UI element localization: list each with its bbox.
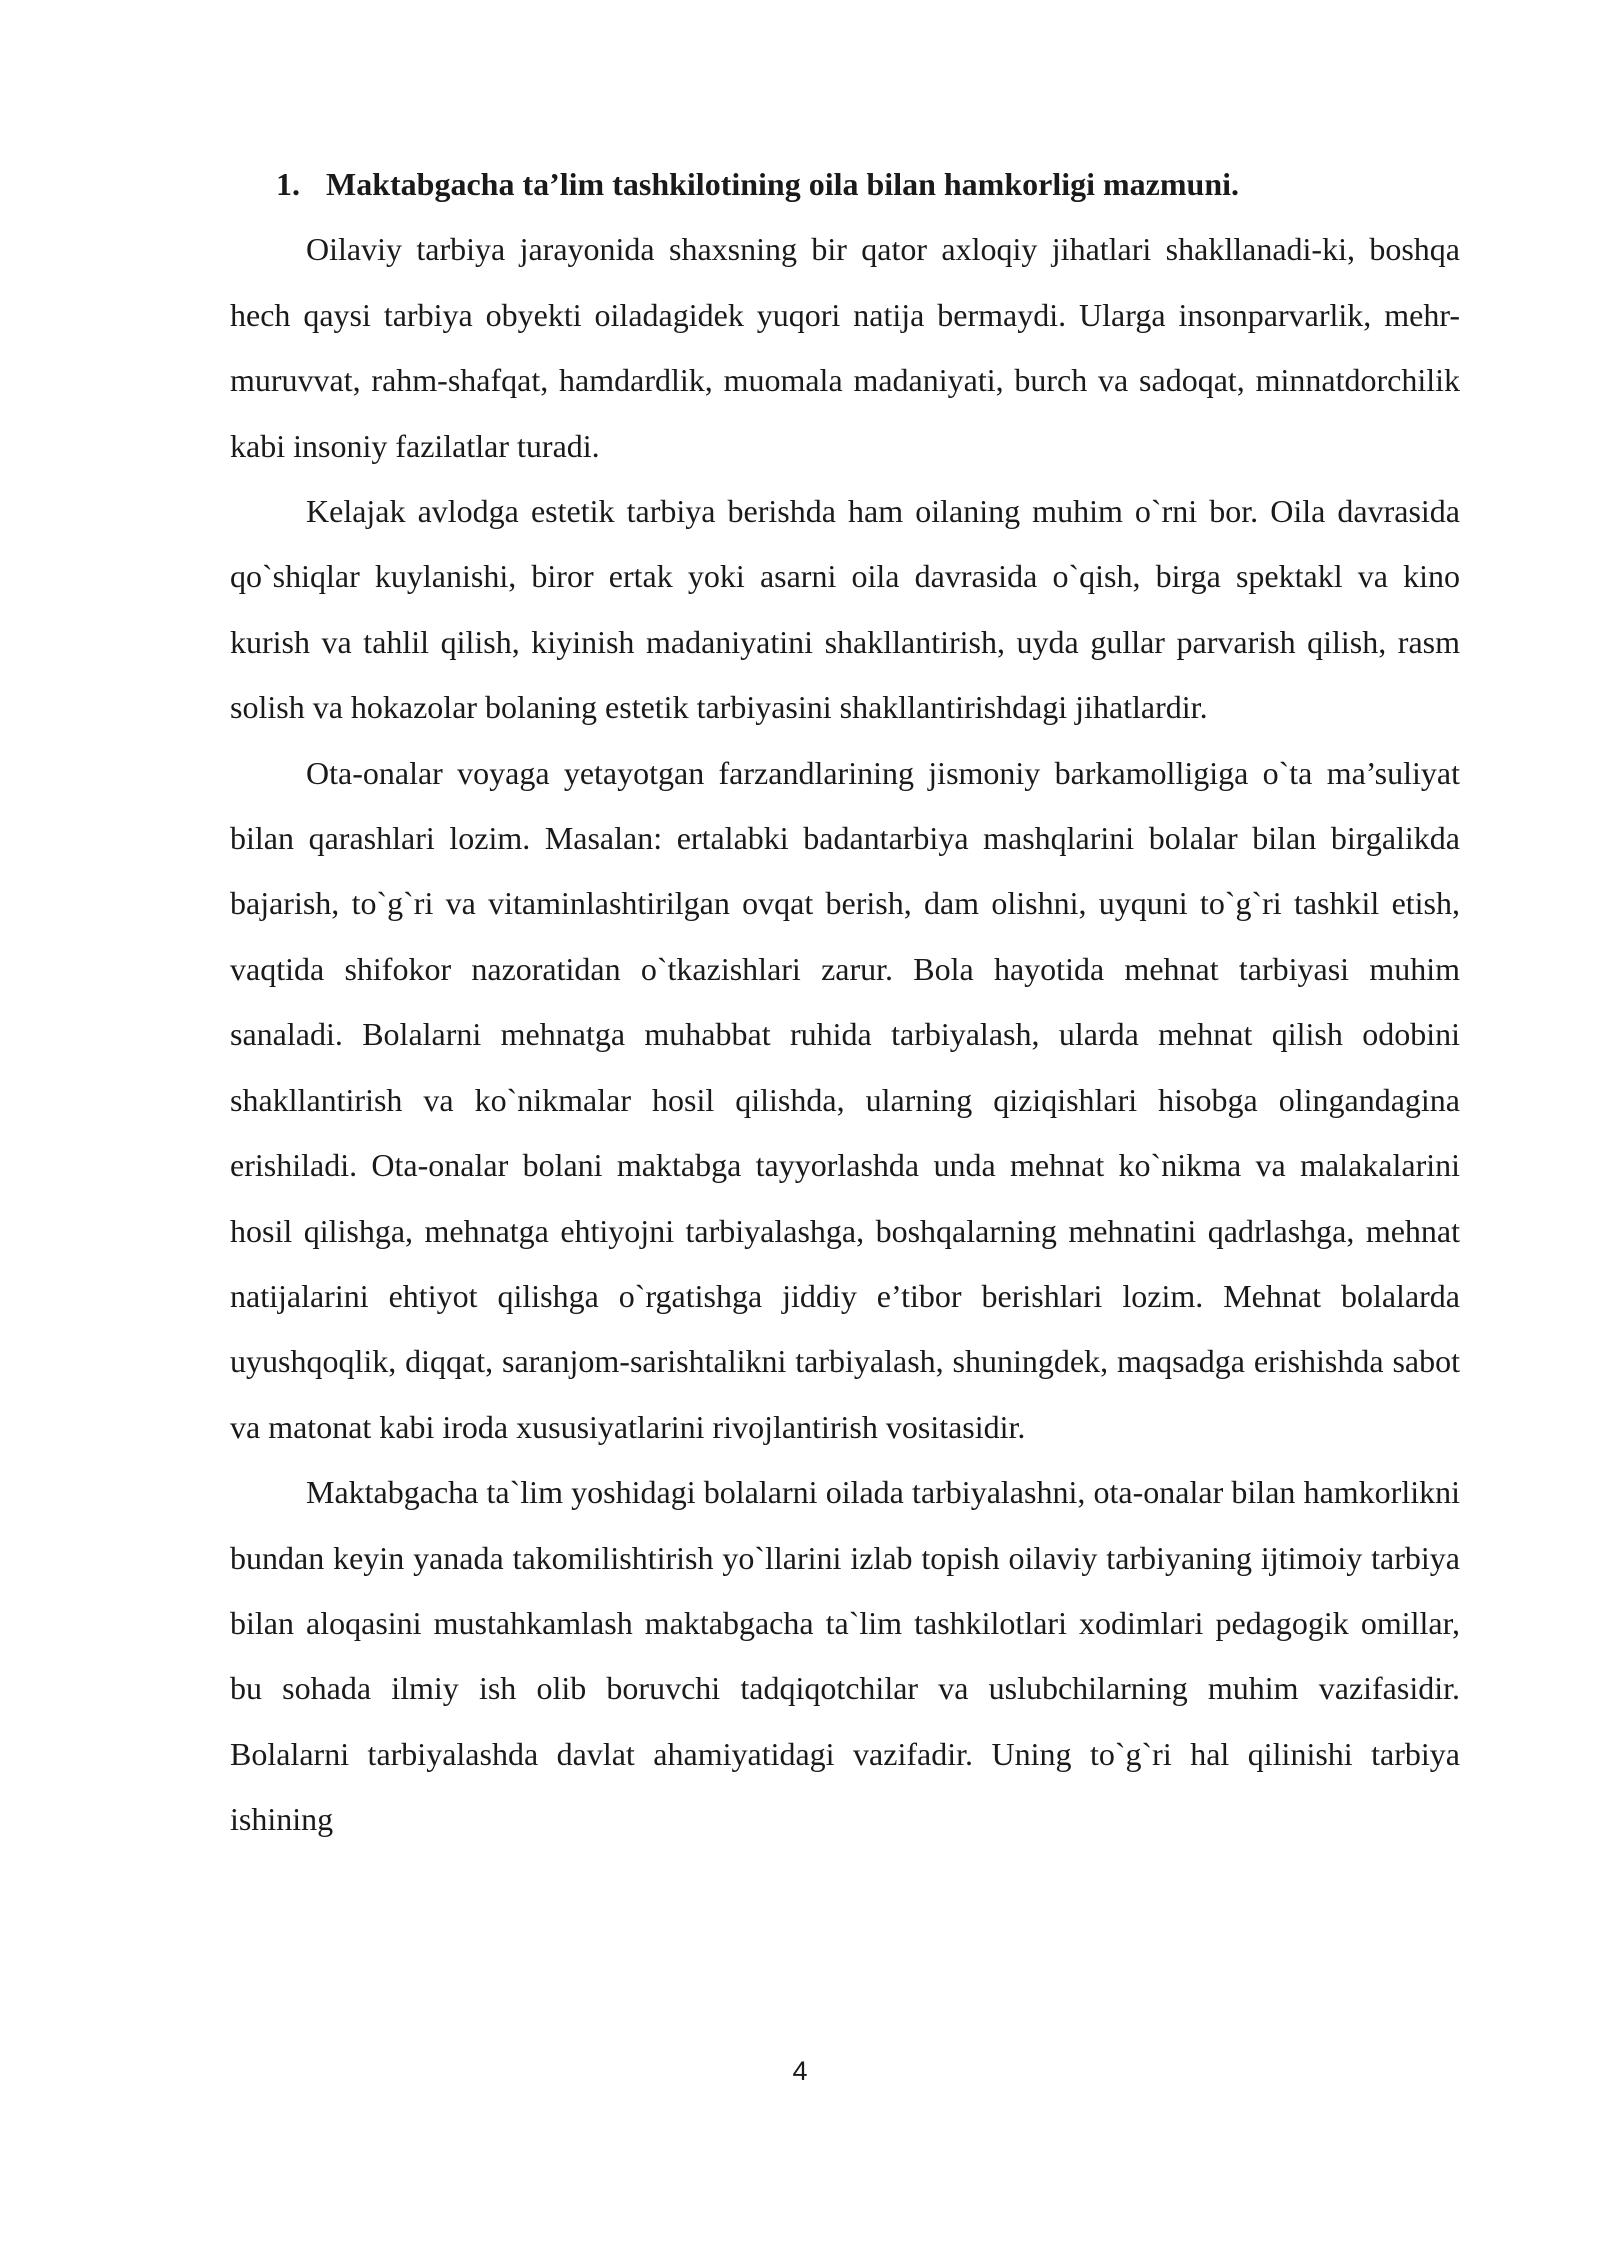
paragraph-3: Ota-onalar voyaga yetayotgan farzandlarining jismoniy barkamolligiga o`ta ma’suliyat bilan qarashlari lozim. Masalan: ertalabki badantarbiya mashqlarini bolalar bilan birgalikda bajarish, to`g`ri va vitaminlashtirilgan ovqat berish, dam olishni, uyquni to`g`ri tashkil etish, vaqtida shifokor nazoratidan o`tkazishlari zarur. Bola hayotida mehnat tarbiyasi muhim sanaladi. Bolalarni mehnatga muhabbat ruhida tarbiyalash, ularda mehnat qilish odobini shakllantirish va ko`nikmalar hosil qilishda, ularning qiziqishlari hisobga olingandagina erishiladi. Ota-onalar bolani maktabga tayyorlashda unda mehnat ko`nikma va malakalarini hosil qilishga, mehnatga ehtiyojni tarbiyalashga, boshqalarning mehnatini qadrlashga, mehnat natijalarini ehtiyot qilishga o`rgatishga jiddiy e’tibor berishlari lozim. Mehnat bolalarda uyushqoqlik, diqqat, saranjom-sarishtalikni tarbiyalash, shuningdek, maqsadga erishishda sabot va matonat kabi iroda xususiyatlarini rivojlantirish vositasidir. [230,754,1460,1445]
heading-title: Maktabgacha ta’lim tashkilotining oila bilan hamkorligi mazmuni. [326,166,1239,202]
paragraph-4: Maktabgacha ta`lim yoshidagi bolalarni oilada tarbiyalashni, ota-onalar bilan hamkorlikni bundan keyin yanada takomilishtirish yo`llarini izlab topish oilaviy tarbiyaning ijtimoiy tarbiya bilan aloqasini mustahkamlash maktabgacha ta`lim tashkilotlari xodimlari pedagogik omillar, bu sohada ilmiy ish olib boruvchi tadqiqotchilar va uslubchilarning muhim vazifasidir. Bolalarni tarbiyalashda davlat ahamiyatidagi vazifadir. Uning to`g`ri hal qilinishi tarbiya ishining [230,1474,1460,1838]
page-number: 4 [792,2056,808,2086]
paragraph-2: Kelajak avlodga estetik tarbiya berishda ham oilaning muhim o`rni bor. Oila davrasida qo`shiqlar kuylanishi, biror ertak yoki asarni oila davrasida o`qish, birga spektakl va kino kurish va tahlil qilish, kiyinish madaniyatini shakllantirish, uyda gullar parvarish qilish, rasm solish va hokazolar bolaning estetik tarbiyasini shakllantirishdagi jihatlardir. [230,493,1460,726]
heading-number: 1. [276,166,300,202]
section-heading [230,152,1460,217]
page-content [230,152,1460,1853]
paragraph-1: Oilaviy tarbiya jarayonida shaxsning bir qator axloqiy jihatlari shakllanadi-ki, boshqa hech qaysi tarbiya obyekti oiladagidek yuqori natija bermaydi. Ularga insonparvarlik, mehr-muruvvat, rahm-shafqat, hamdardlik, muomala madaniyati, burch va sadoqat, minnatdorchilik kabi insoniy fazilatlar turadi. [230,231,1460,464]
